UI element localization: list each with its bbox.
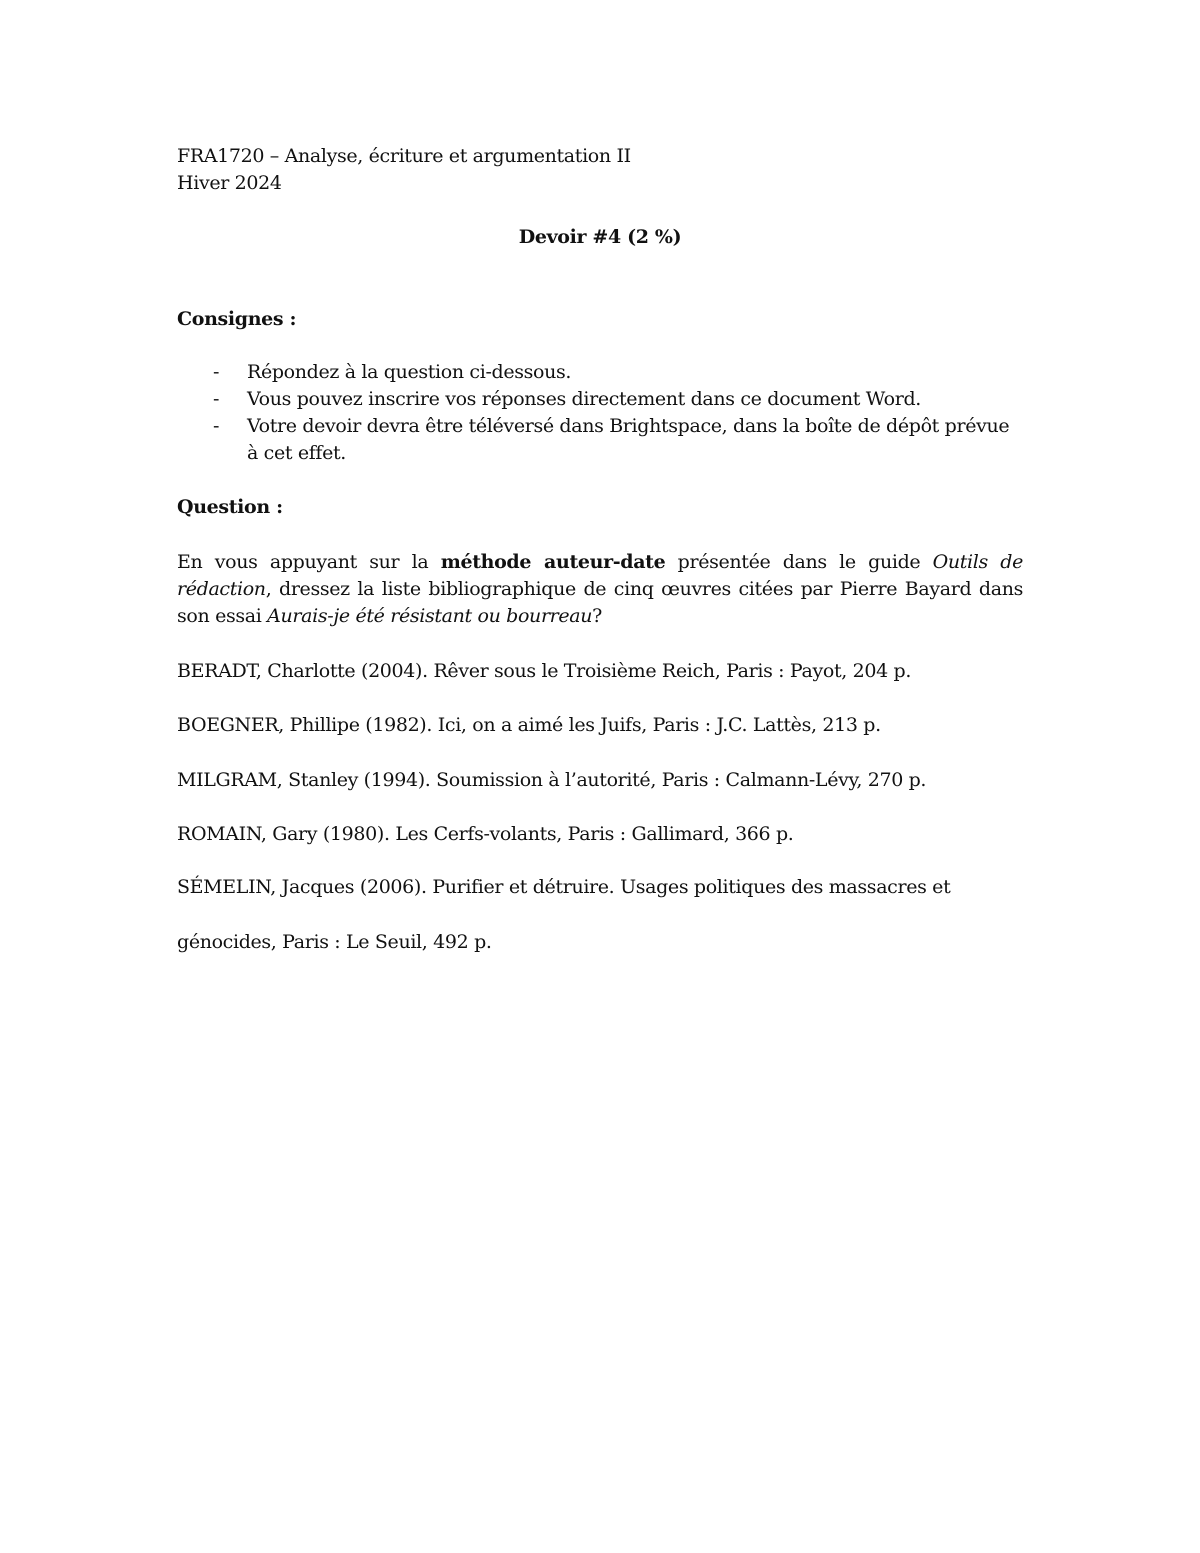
essay-title: Aurais-je été résistant ou bourreau [267, 605, 593, 627]
bibliography-entry: ROMAIN, Gary (1980). Les Cerfs-volants, Paris : Gallimard, 366 p. [177, 823, 794, 845]
consignes-heading: Consignes : [177, 308, 297, 330]
bibliography-entry: BOEGNER, Phillipe (1982). Ici, on a aimé les Juifs, Paris : J.C. Lattès, 213 p. [177, 714, 881, 736]
question-text: En vous appuyant sur la méthode auteur-date présentée dans le guide Outils de rédaction, dressez la liste bibliographique de cinq œuvres citées par Pierre Bayard dans son essai Aurais-je été résistant ou bourreau? [177, 551, 1023, 627]
assignment-title: Devoir #4 (2 %) [518, 226, 682, 248]
term: Hiver 2024 [177, 172, 282, 194]
bibliography-entry-continued: génocides, Paris : Le Seuil, 492 p. [177, 931, 492, 953]
consigne-item: - Votre devoir devra être téléversé dans Brightspace, dans la boîte de dépôt prévue à cet effet. [213, 415, 1010, 464]
guide-title: Outils de rédaction [177, 551, 1023, 600]
course-title: FRA1720 – Analyse, écriture et argumentation II [177, 145, 631, 167]
bibliography-entry: BERADT, Charlotte (2004). Rêver sous le Troisième Reich, Paris : Payot, 204 p. [177, 660, 912, 682]
bibliography-entry: MILGRAM, Stanley (1994). Soumission à l’autorité, Paris : Calmann-Lévy, 270 p. [177, 769, 927, 791]
consignes-list [177, 359, 1023, 467]
consigne-item: - Vous pouvez inscrire vos réponses directement dans ce document Word. [213, 388, 921, 410]
question-heading: Question : [177, 496, 283, 518]
consigne-item: - Répondez à la question ci-dessous. [213, 361, 572, 383]
bibliography-entry: SÉMELIN, Jacques (2006). Purifier et détruire. Usages politiques des massacres et [177, 876, 951, 898]
bold-term: méthode auteur-date [440, 551, 666, 573]
